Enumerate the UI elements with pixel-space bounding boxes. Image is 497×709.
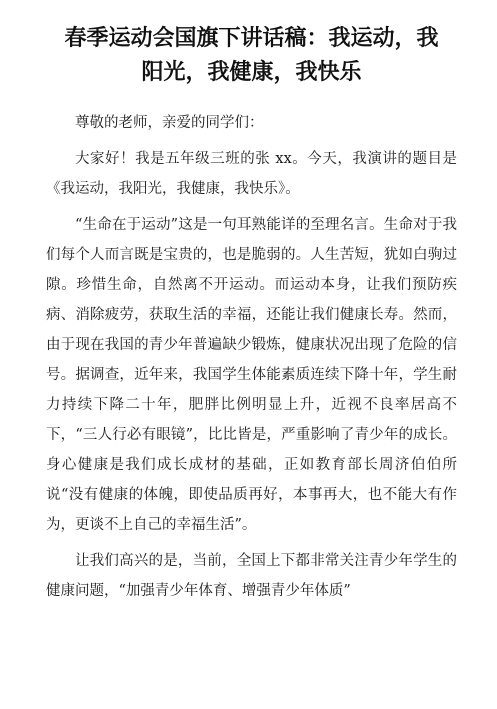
- salutation: 尊敬的老师，亲爱的同学们：: [75, 115, 264, 131]
- title-line-1: 春季运动会国旗下讲话稿：我运动，我: [64, 26, 439, 51]
- paragraph-greeting: 大家好！我是五年级三班的张 xx。今天，我演讲的题目是《我运动，我阳光，我健康，我快乐》。: [46, 151, 457, 197]
- document-title: [46, 22, 457, 90]
- paragraph-life-in-motion: “生命在于运动”这是一句耳熟能详的至理名言。生命对于我们每个人而言既是宝贵的，也是脆弱的。人生苦短，犹如白驹过隙。珍惜生命，自然离不开运动。而运动本身，让我们预防疾病、消除疲劳，获取生活的幸福，还能让我们健康长寿。然而，由于现在我国的青少年普遍缺少锻炼，健康状况出现了危险的信号。据调查，近年来，我国学生体能素质连续下降十年，学生耐力持续下降二十年，肥胖比例明显上升，近视不良率居高不下，“三人行必有眼镜”，比比皆是，严重影响了青少年的成长。身心健康是我们成长成材的基础，正如教育部长周济伯伯所说“没有健康的体魄，即使品质再好，本事再大，也不能大有作为，更谈不上自己的幸福生活”。: [46, 217, 457, 533]
- title-line-2: 阳光，我健康，我快乐: [141, 60, 362, 85]
- speech-body: [46, 108, 457, 606]
- paragraph-national-attention: 让我们高兴的是，当前，全国上下都非常关注青少年学生的健康问题，“加强青少年体育、增强青少年体质”: [46, 553, 457, 599]
